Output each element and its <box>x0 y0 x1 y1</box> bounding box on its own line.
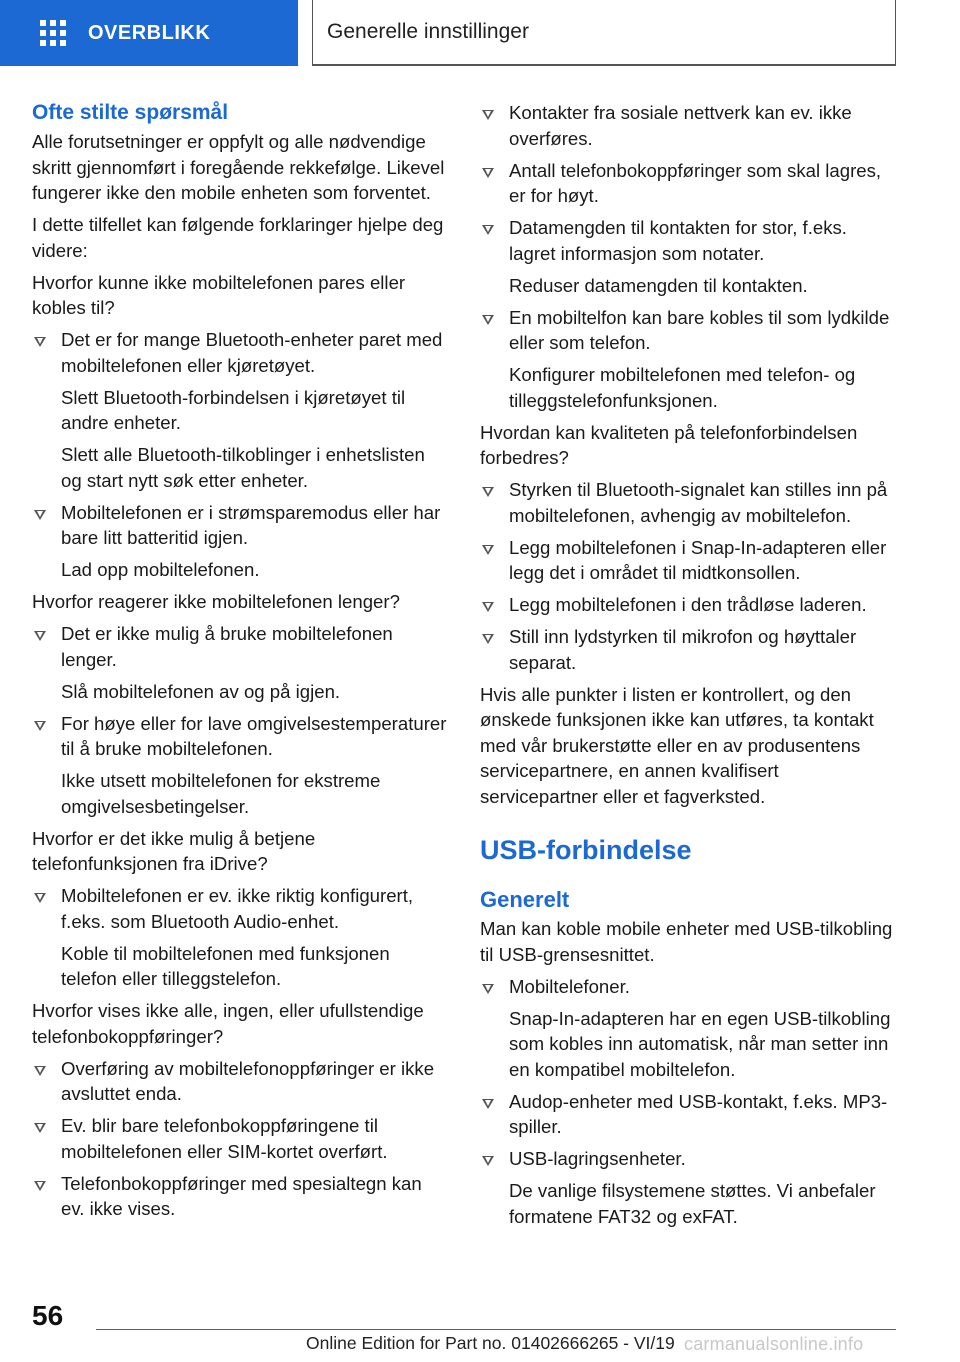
list-item-note: De vanlige filsystemene støttes. Vi anbefaler formatene FAT32 og exFAT. <box>509 1180 876 1227</box>
list-item-note: Konfigurer mobiltelefonen med telefon- og tilleggstelefonfunksjonen. <box>509 364 856 411</box>
overview-tab-label: OVERBLIKK <box>88 21 211 44</box>
list-item <box>32 883 450 992</box>
list-item <box>480 535 898 586</box>
usb-heading: USB-forbindelse <box>480 835 692 865</box>
triangle-bullet-icon <box>482 984 494 994</box>
triangle-bullet-icon <box>482 168 494 178</box>
list-item <box>32 1171 450 1222</box>
list-item <box>480 1089 898 1140</box>
section-tab[interactable] <box>312 0 896 66</box>
faq-heading: Ofte stilte spørsmål <box>32 101 229 124</box>
list-item-text: Mobiltelefonen er ev. ikke riktig konfigurert, f.eks. som Bluetooth Audio-enhet. <box>61 885 414 932</box>
page-number: 56 <box>32 1300 64 1331</box>
list-item-text: Overføring av mobiltelefonoppføringer er ikke avsluttet enda. <box>61 1057 435 1104</box>
triangle-bullet-icon <box>34 1181 46 1191</box>
paragraph: Hvis alle punkter i listen er kontrollert, og den ønskede funksjonen ikke kan utføres, ta kontakt med vår brukerstøtte eller en av produsentens servicepartnere, en annen kvalifisert servicepartner eller et fagverksted. <box>480 683 874 807</box>
list-item <box>480 158 898 209</box>
list-item <box>32 1113 450 1164</box>
footer-divider <box>96 1329 896 1330</box>
triangle-bullet-icon <box>482 110 494 120</box>
general-heading: Generelt <box>480 887 570 912</box>
triangle-bullet-icon <box>34 721 46 731</box>
list-item-text: Datamengden til kontakten for stor, f.eks. lagret informasjon som notater. <box>509 217 847 264</box>
list-item-note: Slett Bluetooth-forbindelsen i kjøretøyet til andre enheter. <box>61 386 406 433</box>
paragraph: I dette tilfellet kan følgende forklaringer hjelpe deg videre: <box>32 214 444 261</box>
bullet-list <box>480 477 898 675</box>
triangle-bullet-icon <box>482 602 494 612</box>
watermark: carmanualsonline.info <box>684 1334 864 1354</box>
list-item <box>32 500 450 583</box>
bullet-list <box>32 327 450 583</box>
list-item-text: For høye eller for lave omgivelsestemperaturer til å bruke mobiltelefonen. <box>61 712 447 759</box>
question: Hvorfor vises ikke alle, ingen, eller ufullstendige telefonbokoppføringer? <box>32 1000 424 1047</box>
triangle-bullet-icon <box>482 1156 494 1166</box>
grid-menu-icon <box>40 20 66 46</box>
triangle-bullet-icon <box>34 631 46 641</box>
bullet-list <box>32 621 450 819</box>
list-item-note: Koble til mobiltelefonen med funksjonen telefon eller tilleggstelefon. <box>61 942 390 989</box>
bullet-list <box>32 1056 450 1222</box>
question: Hvorfor reagerer ikke mobiltelefonen lenger? <box>32 591 400 612</box>
list-item <box>480 477 898 528</box>
list-item-text: Legg mobiltelefonen i Snap-In-adapteren eller legg det i området til midtkonsollen. <box>509 536 887 583</box>
list-item-note: Slå mobiltelefonen av og på igjen. <box>61 680 341 702</box>
triangle-bullet-icon <box>482 1099 494 1109</box>
triangle-bullet-icon <box>34 893 46 903</box>
triangle-bullet-icon <box>34 1123 46 1133</box>
list-item-text: Telefonbokoppføringer med spesialtegn kan ev. ikke vises. <box>61 1172 422 1219</box>
list-item <box>480 592 898 618</box>
list-item-text: Still inn lydstyrken til mikrofon og høyttaler separat. <box>509 626 857 673</box>
list-item-text: Styrken til Bluetooth-signalet kan stilles inn på mobiltelefonen, avhengig av mobiltelefon. <box>509 479 888 526</box>
list-item <box>480 100 898 151</box>
triangle-bullet-icon <box>482 315 494 325</box>
list-item-text: Det er for mange Bluetooth-enheter paret med mobiltelefonen eller kjøretøyet. <box>61 329 443 376</box>
paragraph: Alle forutsetninger er oppfylt og alle nødvendige skritt gjennomført i foregående rekkefølge. Likevel fungerer ikke den mobile enheten som forventet. <box>32 131 445 203</box>
list-item-text: Kontakter fra sosiale nettverk kan ev. ikke overføres. <box>509 102 852 149</box>
list-item-text: Audop-enheter med USB-kontakt, f.eks. MP3-spiller. <box>509 1090 888 1137</box>
triangle-bullet-icon <box>34 1066 46 1076</box>
triangle-bullet-icon <box>34 510 46 520</box>
triangle-bullet-icon <box>34 337 46 347</box>
question: Hvordan kan kvaliteten på telefonforbindelsen forbedres? <box>480 421 858 468</box>
list-item-text: Mobiltelefonen er i strømsparemodus eller har bare litt batteritid igjen. <box>61 501 441 548</box>
list-item <box>32 621 450 704</box>
list-item <box>32 711 450 820</box>
paragraph: Man kan koble mobile enheter med USB-tilkobling til USB-grensesnittet. <box>480 918 893 965</box>
bullet-list <box>480 974 898 1230</box>
list-item <box>480 215 898 298</box>
list-item-note: Reduser datamengden til kontakten. <box>509 274 808 296</box>
section-tab-label: Generelle innstillinger <box>327 20 529 43</box>
left-column <box>32 100 450 1228</box>
list-item-note: Snap-In-adapteren har en egen USB-tilkobling som kobles inn automatisk, når man setter inn en kompatibel mobiltelefon. <box>509 1007 891 1080</box>
list-item <box>480 1146 898 1229</box>
list-item <box>480 305 898 414</box>
list-item-text: Mobiltelefoner. <box>509 975 630 997</box>
list-item-text: USB-lagringsenheter. <box>509 1148 686 1169</box>
overview-tab[interactable] <box>0 0 298 66</box>
list-item-text: Antall telefonbokoppføringer som skal lagres, er for høyt. <box>509 159 882 206</box>
question: Hvorfor er det ikke mulig å betjene telefonfunksjonen fra iDrive? <box>32 827 316 874</box>
triangle-bullet-icon <box>482 487 494 497</box>
list-item-note: Ikke utsett mobiltelefonen for ekstreme omgivelsesbetingelser. <box>61 770 381 817</box>
list-item <box>32 1056 450 1107</box>
triangle-bullet-icon <box>482 225 494 235</box>
edition-text: Online Edition for Part no. 01402666265 - VI/19 <box>306 1333 675 1353</box>
list-item-note: Lad opp mobiltelefonen. <box>61 559 260 580</box>
triangle-bullet-icon <box>482 545 494 555</box>
question: Hvorfor kunne ikke mobiltelefonen pares eller kobles til? <box>32 271 406 318</box>
list-item-text: Legg mobiltelefonen i den trådløse laderen. <box>509 594 867 615</box>
list-item-text: Ev. blir bare telefonbokoppføringene til mobiltelefonen eller SIM-kortet overført. <box>61 1115 388 1162</box>
list-item <box>480 624 898 675</box>
triangle-bullet-icon <box>482 634 494 644</box>
bullet-list <box>32 883 450 992</box>
list-item-text: En mobiltelfon kan bare kobles til som lydkilde eller som telefon. <box>509 306 890 353</box>
list-item-note: Slett alle Bluetooth-tilkoblinger i enhetslisten og start nytt søk etter enheter. <box>61 444 425 491</box>
list-item <box>480 974 898 1083</box>
list-item-text: Det er ikke mulig å bruke mobiltelefonen lenger. <box>61 623 393 670</box>
header <box>0 0 960 66</box>
right-column <box>480 100 898 1236</box>
bullet-list <box>480 100 898 413</box>
list-item <box>32 327 450 493</box>
